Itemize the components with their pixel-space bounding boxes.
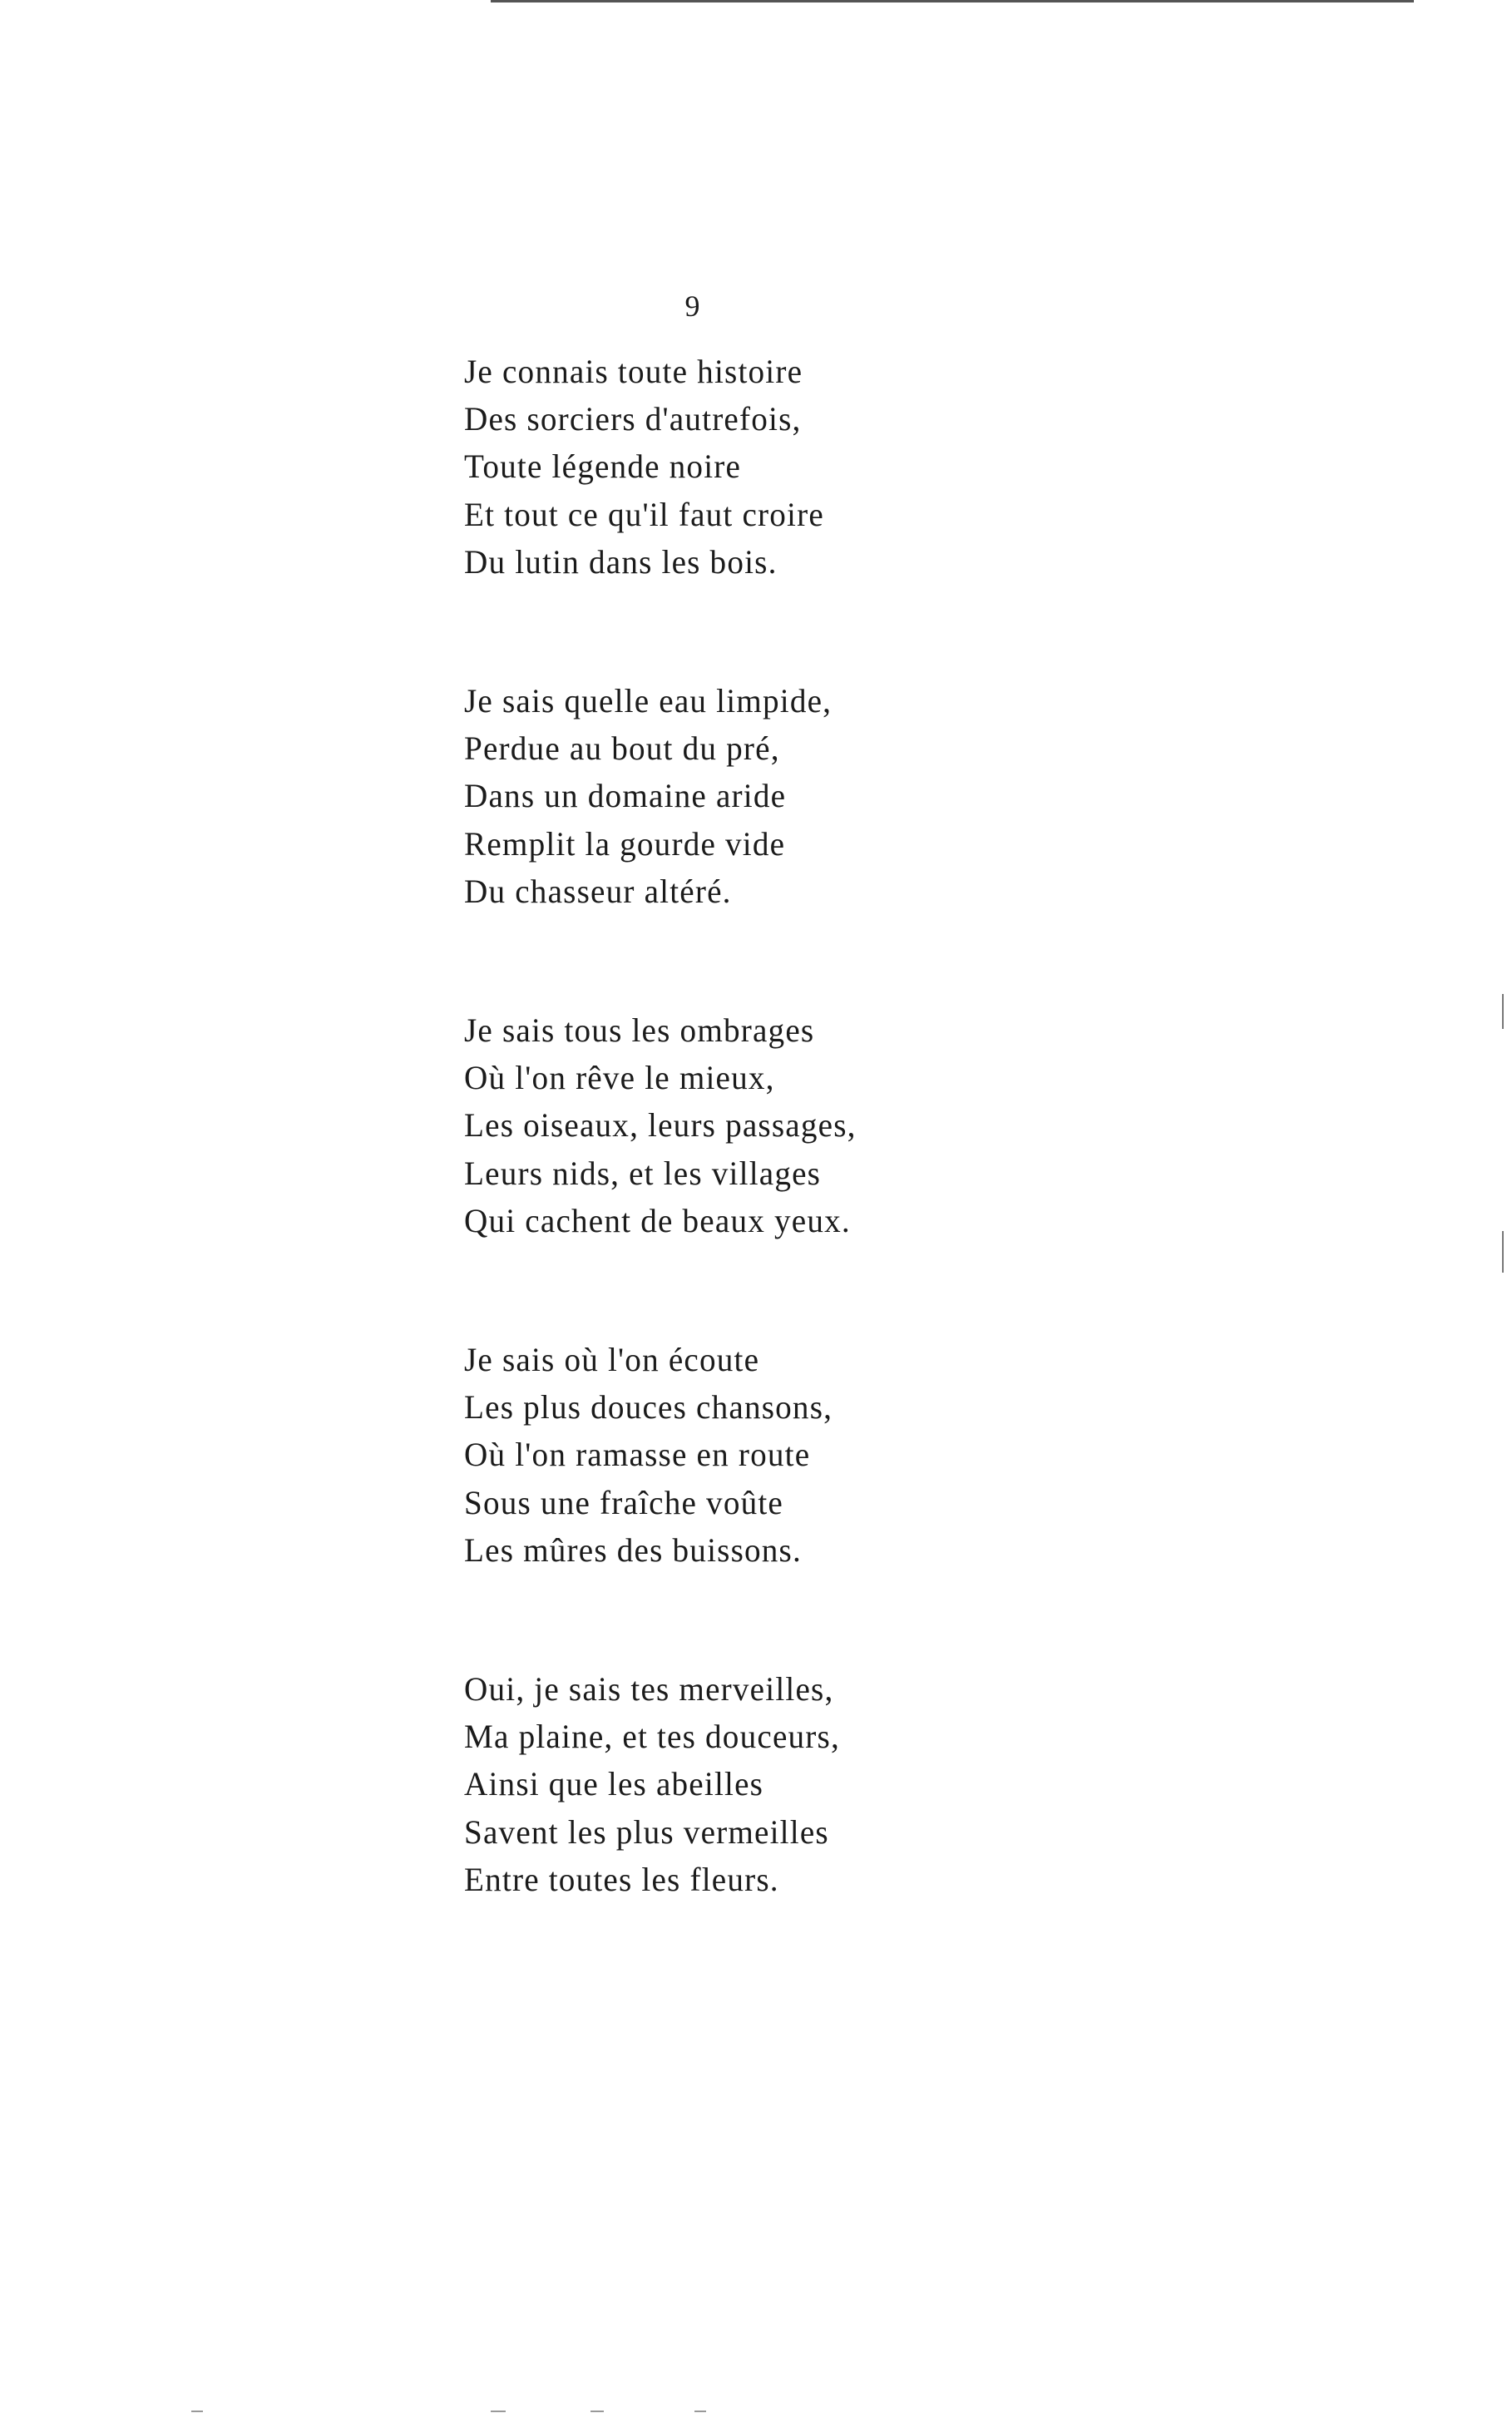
verse-line: Où l'on rêve le mieux,: [464, 1059, 775, 1097]
scan-speck: [590, 2411, 604, 2412]
verse-line: Ainsi que les abeilles: [464, 1765, 764, 1803]
verse-line: Remplit la gourde vide: [464, 824, 786, 863]
verse-line: Je sais tous les ombrages: [464, 1011, 815, 1049]
verse-line: Toute légende noire: [464, 448, 742, 486]
stanza-3: [464, 1006, 1046, 1244]
verse-line: Ma plaine, et tes douceurs,: [464, 1718, 840, 1756]
verse-line: Oui, je sais tes merveilles,: [464, 1670, 834, 1708]
verse-line: Savent les plus vermeilles: [464, 1812, 829, 1851]
stanza-5: [464, 1665, 1046, 1903]
verse-line: Où l'on ramasse en route: [464, 1436, 811, 1474]
verse-line: Je connais toute histoire: [464, 353, 803, 390]
verse-line: Leurs nids, et les villages: [464, 1154, 822, 1192]
scan-top-edge: [491, 0, 1414, 2]
verse-line: Dans un domaine aride: [464, 777, 787, 815]
verse-line: Les oiseaux, leurs passages,: [464, 1106, 857, 1145]
verse-line: Du lutin dans les bois.: [464, 542, 778, 581]
verse-line: Des sorciers d'autrefois,: [464, 400, 802, 438]
scan-speck: [191, 2411, 203, 2412]
verse-line: Les plus douces chansons,: [464, 1388, 833, 1427]
stanza-2: [464, 677, 1046, 915]
scan-speck: [491, 2411, 506, 2412]
verse-line: Qui cachent de beaux yeux.: [464, 1201, 851, 1239]
verse-line: Du chasseur altéré.: [464, 872, 732, 910]
verse-line: Entre toutes les fleurs.: [464, 1860, 779, 1898]
stanza-4: [464, 1336, 1046, 1574]
stanza-1: [464, 348, 1046, 586]
verse-line: Perdue au bout du pré,: [464, 729, 780, 768]
verse-line: Je sais où l'on écoute: [464, 1341, 760, 1378]
scan-margin-mark: [1502, 1231, 1504, 1273]
verse-line: Sous une fraîche voûte: [464, 1483, 784, 1521]
scan-speck: [694, 2411, 706, 2412]
page-number: 9: [684, 289, 701, 323]
scan-margin-mark: [1502, 994, 1504, 1029]
poem: [464, 348, 1046, 1903]
verse-line: Je sais quelle eau limpide,: [464, 682, 833, 719]
verse-line: Et tout ce qu'il faut croire: [464, 495, 824, 533]
verse-line: Les mûres des buissons.: [464, 1530, 802, 1569]
